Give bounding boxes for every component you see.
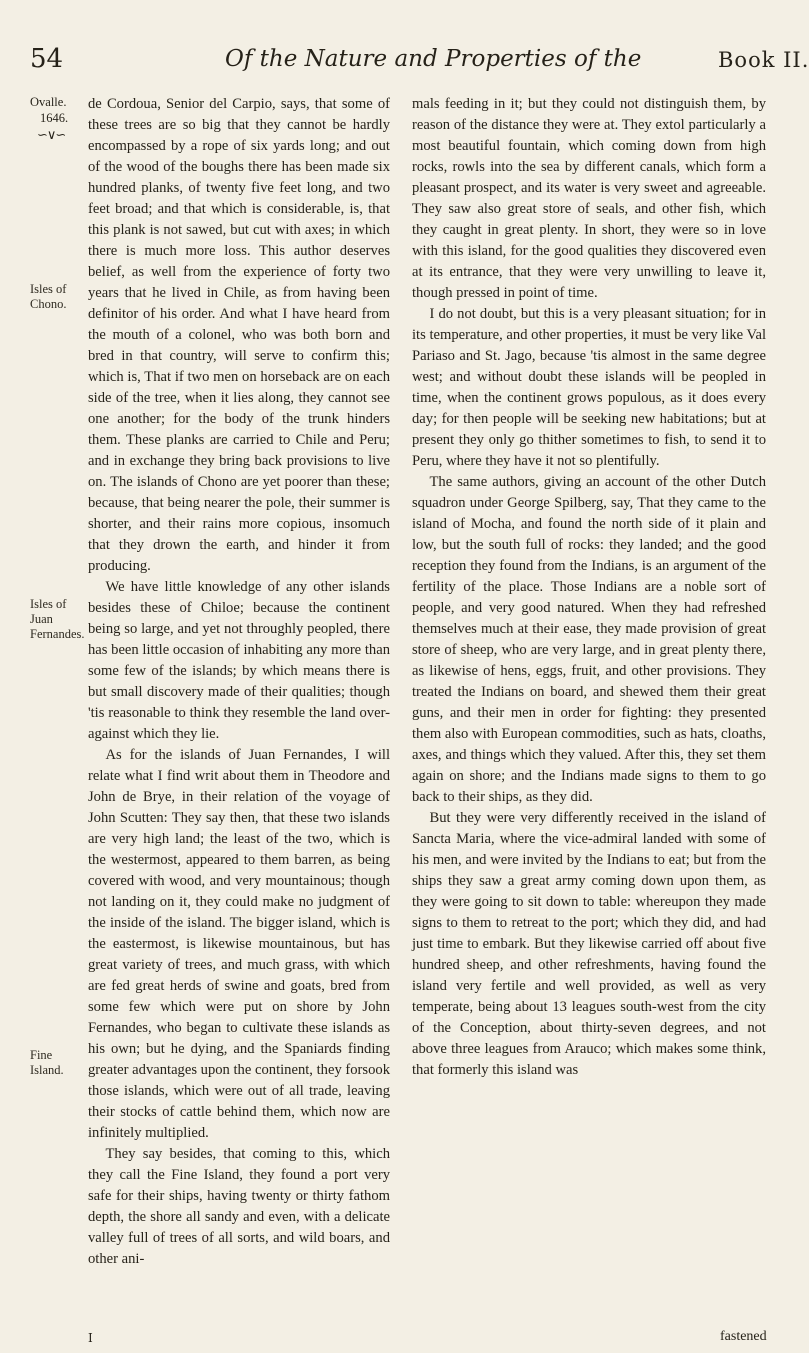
right-paragraph-2: I do not doubt, but this is a very pleasant situation; for in its temperature, and other properties, it must be very like Val Pariaso and St. Jago, because 'tis almost in the same degree west; and without doubt these islands will be peopled in time, when the continent grows populous, as it does every day; for then people will be seeking new habitations; but at present they only go thither sometimes to fish, to send it to Peru, where they have it not so plentifully. — [412, 306, 766, 469]
running-title: Of the Nature and Properties of the — [225, 46, 642, 72]
left-paragraph-4: They say besides, that coming to this, which they call the Fine Island, they found a port very safe for their ships, having twenty or thirty fathom depth, the shore all sandy and even, with a delicate valley full of trees of all sorts, and wild boars, and other ani- — [88, 1146, 390, 1267]
signature-mark: I — [88, 1331, 93, 1345]
margin-note-fine-island: Fine Island. — [30, 1048, 64, 1077]
left-paragraph-1: de Cordoua, Senior del Carpio, says, that some of these trees are so big that they cannot be hardly encompassed by a rope of six yards long; and out of the wood of the boughs there has been made six hundred planks, of twenty five feet long, and two feet broad; and that which is considerable, is, that this plank is not sawed, but cut with axes; in which there is much more loss. This author deserves belief, as well from the experience of forty two years that he lived in Chile, as from having been definitor of his order. And what I have heard from the mouth of a colonel, who was both born and bred in that country, will serve to confirm this; which is, That if two men on horseback are on each side of the tree, when it lies along, they cannot see one another; for the body of the trunk hinders them. These planks are carried to Chile and Peru; and in exchange they bring back provisions to live on. The islands of Chono are yet poorer than these; because, that being nearer the pole, their summer is shorter, and their rains more copious, insomuch that they drown the earth, and hinder it from producing. — [88, 96, 390, 574]
margin-author: Ovalle. — [30, 95, 67, 109]
right-column — [412, 94, 766, 1081]
book-label: Book II. — [718, 48, 809, 72]
margin-note-juan-fernandes: Isles of Juan Fernandes. — [30, 597, 85, 641]
left-column — [88, 94, 390, 1270]
left-paragraph-3: As for the islands of Juan Fernandes, I will relate what I find writ about them in Theodore and John de Brye, in their relation of the voyage of John Scutten: They say then, that these two islands are very high land; the least of the two, which is the westermost, appeared to them barren, as being covered with wood, and very mountainous; though not landing on it, they could make no judgment of the inside of the island. The bigger island, which is the eastermost, is likewise mountainous, but has great variety of trees, and much grass, with which are fed great herds of swine and goats, bred from some few which were put on shore by John Fernandes, who began to cultivate these islands as his own; but he dying, and the Spaniards finding greater advantages upon the continent, they forsook those islands, which were out of all trade, leaving their stocks of cattle behind them, which now are infinitely multiplied. — [88, 747, 390, 1141]
margin-year: 1646. — [40, 111, 69, 125]
margin-note-chono: Isles of Chono. — [30, 282, 67, 311]
margin-flourish: ∽∨∽ — [37, 128, 66, 143]
left-paragraph-2: We have little knowledge of any other islands besides these of Chiloe; because the continent being so large, and yet not throughly peopled, there has been little occasion of inhabiting any more than some few of the islands; by which means there is but small discovery made of their qualities; though 'tis reasonable to think they resemble the land over-against which they lie. — [88, 579, 390, 742]
right-paragraph-3: The same authors, giving an account of the other Dutch squadron under George Spilberg, say, That they came to the island of Mocha, and found the north side of it plain and low, but the south full of rocks: they landed; and the good reception they found from the Indians, is an argument of the fertility of the place. Those Indians are a noble sort of people, and very good natured. When they had refreshed themselves much at their ease, they made provision of great store of sheep, who are very large, and in great plenty there, as likewise of hens, eggs, fruit, and other provisions. They treated the Indians on board, and shewed them their great guns, and their men in order for fighting: they presented them also with European commodities, such as hats, cloaths, axes, and things which they valued. After this, they set them again on shore; and the Indians made signs to them to go back to their ships, as they did. — [412, 474, 766, 805]
margin-author-year — [30, 94, 68, 126]
right-paragraph-4: But they were very differently received in the island of Sancta Maria, where the vice-admiral landed with some of his men, and were invited by the Indians to eat; but from the ships they saw a great army coming down upon them, as they were going to sit down to table: whereupon they made signs to them to retreat to the port; which they did, and had just time to embark. But they likewise carried off about five hundred sheep, and other refreshments, having found the island very fertile and well provided, as well as very temperate, being about 13 leagues south-west from the city of the Conception, about thirty-seven degrees, and not above three leagues from Arauco; which makes some think, that formerly this island was — [412, 810, 766, 1078]
right-paragraph-1: mals feeding in it; but they could not distinguish them, by reason of the distance they were at. They extol particularly a most beautiful fountain, which coming down from high rocks, rowls into the sea by different canals, which form a pleasant prospect, and its water is very sweet and agreeable. They saw also great store of seals, and other fish, which they caught in great plenty. In short, they were so in love with this island, for the good qualities they discovered even at its entrance, that they were very unwilling to leave it, though pressed in point of time. — [412, 96, 766, 301]
catchword: fastened — [720, 1329, 767, 1344]
page-number: 54 — [30, 44, 64, 74]
